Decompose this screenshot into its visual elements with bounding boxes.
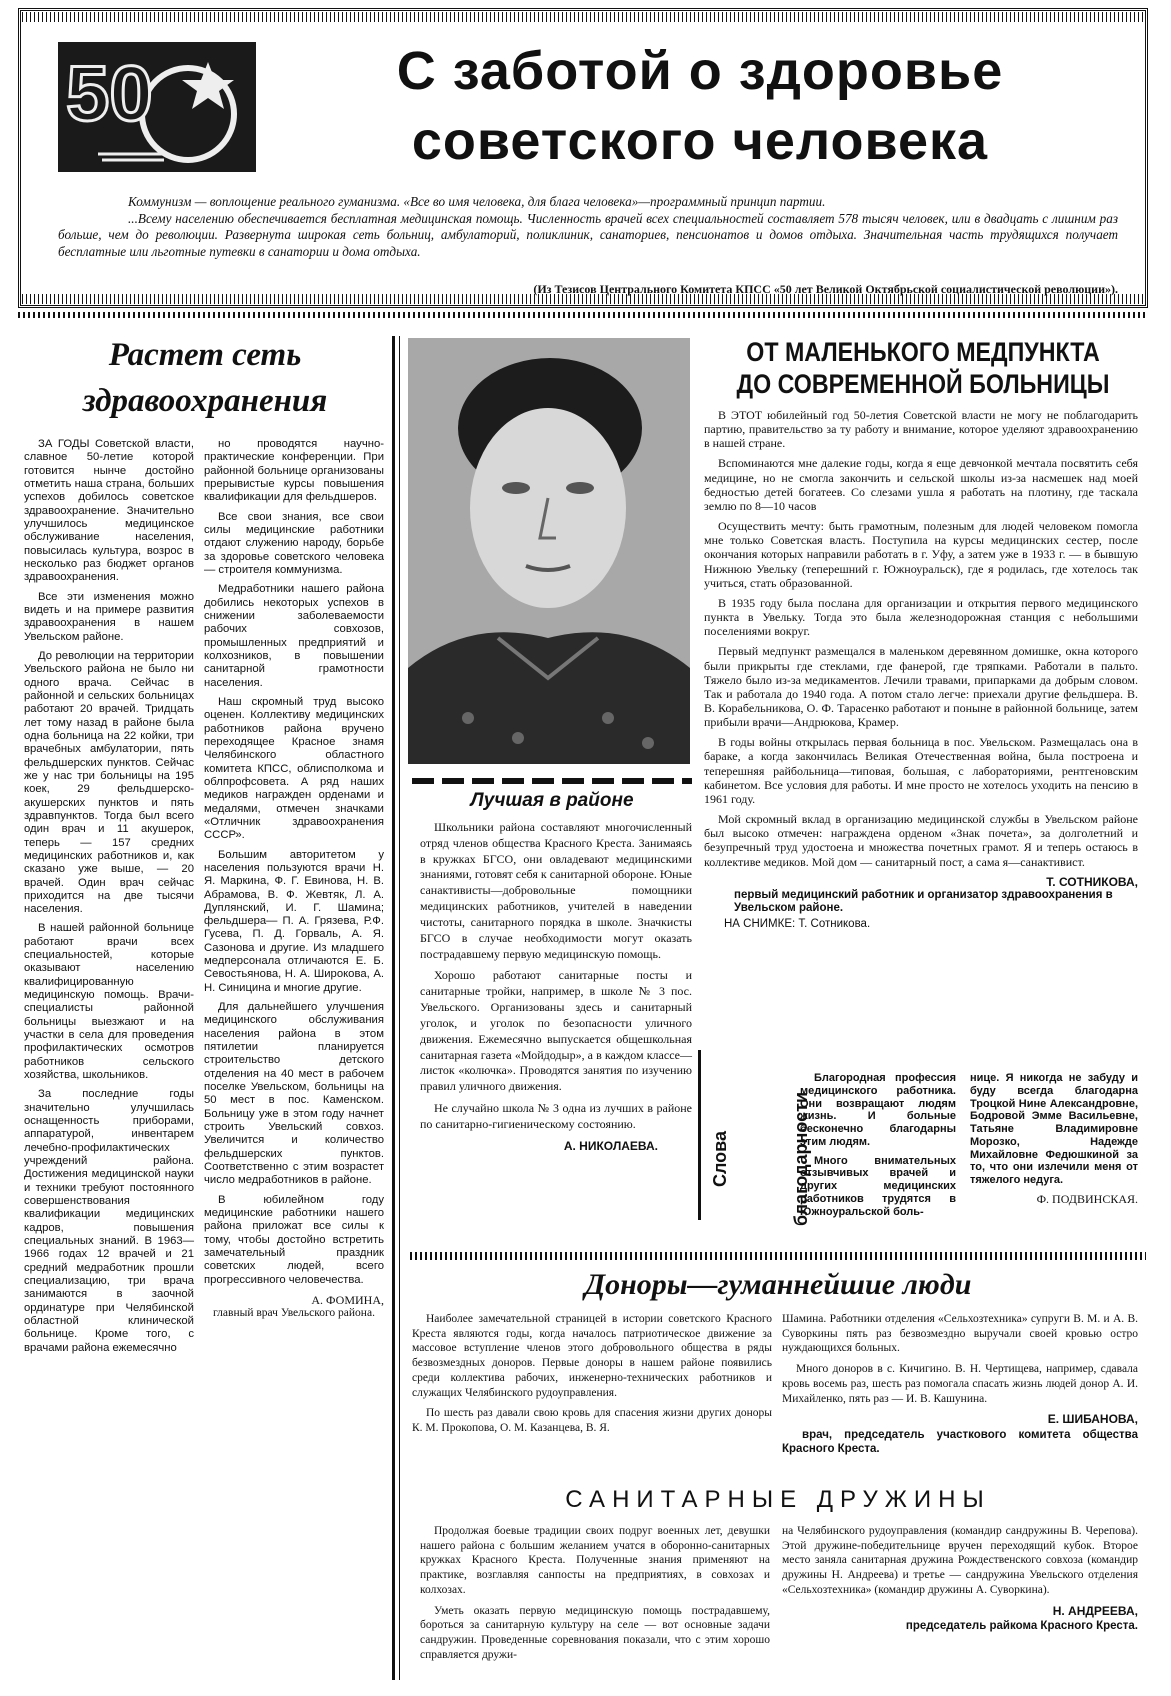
article-squads-col2 bbox=[782, 1524, 1138, 1634]
article-medpunkt-title bbox=[731, 336, 1115, 400]
paragraph: ЗА ГОДЫ Советской власти, славное 50-летие которой готовится нынче достойно отметить наша страна, больших успехов добилось советское здравоохранение. Значительно улучшилось медицинское обслуживание населения, повысилась культура, возрос в несколько раз бюджет органов здравоохранения. bbox=[24, 438, 194, 584]
column-rule bbox=[399, 336, 400, 1680]
article-network-title bbox=[20, 332, 390, 424]
paragraph: Медработники нашего района добились некоторых успехов в снижении заболеваемости рабочих совхозов, промышленных предприятий и колхозников, в повышении санитарной грамотности населения. bbox=[204, 583, 384, 689]
page-title-line2: советского человека bbox=[411, 111, 989, 171]
article-squads-signature: Н. АНДРЕЕВА, bbox=[1052, 1603, 1138, 1618]
portrait-photo bbox=[408, 338, 690, 764]
photo-caption: НА СНИМКЕ: Т. Сотникова. bbox=[724, 917, 871, 930]
paragraph: Осуществить мечту: быть грамотным, полезным для людей человеком помогла мне только Советская власть. Поступила на курсы медицинских сестер, после окончания которых направили работать в г. Уфу, а затем уже в 1933 г. — в бывшую Нижнюю Увельку (теперешний г. Южноуральск), где я родилась, где хотелось так учиться, стать образованной. bbox=[704, 519, 1138, 590]
paragraph: Большим авторитетом у населения пользуются врачи Н. Я. Маркина, Ф. Г. Евинова, Н. В. Абрамова, В. Ф. Жевтяк, Л. А. Дуплянский, И. Г. Шамина; фельдшера— П. А. Грязева, Р.Ф. Гусева, П. Д. Горваль, А. Я. Сазонова и другие. Из младшего медперсонала отличаются Е. Б. Севостьянова, Н. А. Широкова, А. Н. Синицина и многие другие. bbox=[204, 848, 384, 994]
page-title bbox=[270, 36, 1130, 176]
article-thanks-col1 bbox=[800, 1072, 956, 1224]
paragraph: Хорошо работают санитарные посты и санитарные тройки, например, в школе № 3 пос. Увельского. Организованы здесь и санитарный уголок, и уголок по безопасности уличного движения. Ежемесячно выпускается общешкольная санитарная газета «Мойдодыр», а в каждом классе—листок «колючка». Проводятся занятия по изучению правил уличного движения. bbox=[420, 968, 692, 1094]
paragraph: Первый медпункт размещался в маленьком деревянном домишке, окна которого были прикрыты где стеклами, где фанерой, где тряпками. Работали в пальто. Тяжело было из-за медикаментов. Лечили травами, припарками да добрым словом. Так и работала до 1940 года. А потом стало легче: приехали другие фельдшера. В. В. Корабельникова, О. Ф. Тарасенко работают и поныне в районной больнице, затем прибыли врачи—Андрюкова, Крамер. bbox=[704, 644, 1138, 730]
article-medpunkt-signature-role: первый медицинский работник и организатор здравоохранения в Увельском районе. bbox=[734, 888, 1113, 915]
article-thanks-title-line1: Слова bbox=[710, 1130, 731, 1188]
paragraph: Мой скромный вклад в организацию медицинской службы в Увельском районе был высоко отмечен: награждена орденом «Знак почета», за долголетний и безупречный труд удостоена и множества почетных грамот. Я и теперь остаюсь в коллективе медиков. Мой дом — санитарный пост, а сама я—санактивист. bbox=[704, 812, 1138, 869]
article-donors-col1 bbox=[412, 1312, 772, 1442]
paragraph: на Челябинского рудоуправления (командир сандружины В. Черепова). Этой дружине-победительнице вручен переходящий кубок. Второе место заняла санитарная дружина Рождественского совхоза (командир дружины Н. Андреева) и третье — сандружина Увельского отделения «Сельхозтехника» (командир дружины А. Суворкина). bbox=[782, 1525, 1138, 1596]
section-separator bbox=[410, 1252, 1146, 1260]
article-donors-title: Доноры—гуманнейшие люди bbox=[584, 1268, 972, 1301]
article-network-title-line1: Растет сеть bbox=[108, 337, 302, 373]
article-donors-signature-role: врач, председатель участкового комитета общества Красного Креста. bbox=[782, 1428, 1138, 1456]
paragraph: В ЭТОТ юбилейный год 50-летия Советской власти не могу не поблагодарить партию, правительство за ту работу и внимание, которое уделяют здравоохранению в нашей стране. bbox=[704, 408, 1138, 451]
paragraph: По шесть раз давали свою кровь для спасения жизни других доноры К. М. Прокопова, О. М. Казанцева, В. Я. bbox=[412, 1407, 772, 1435]
article-thanks-title-line2: благодарности bbox=[791, 1091, 812, 1227]
article-squads-signature-role: председатель райкома Красного Креста. bbox=[905, 1619, 1138, 1632]
paragraph: Много внимательных отзывчивых врачей и других медицинских работников трудятся в Южноуральской боль- bbox=[800, 1154, 956, 1218]
paragraph: В юбилейном году медицинские работники нашего района приложат все силы к тому, чтобы достойно встретить замечательный праздник советских людей, всего прогрессивного человечества. bbox=[204, 1193, 384, 1286]
article-medpunkt-title-line2: ДО СОВРЕМЕННОЙ БОЛЬНИЦЫ bbox=[736, 369, 1110, 399]
paragraph: До революции на территории Увельского района не было ни одного врача. Сейчас в районной и сельских больницах работают 20 врачей. Тридцать лет тому назад в районе была одна больница на 22 койки, три врачебных амбулатории, пять фельдшерских пунктов. Сейчас же у нас три больницы на 195 коек, 29 фельдшерско-акушерских пунктов и пять здравпунктов. Тогда был всего один врач и 11 акушерок, теперь — 157 средних медицинских работников и, как сказано уже выше, — 20 врачей. Один врач сейчас приходится на две тысячи населения. bbox=[24, 649, 194, 916]
article-best-signature: А. НИКОЛАЕВА. bbox=[563, 1138, 658, 1153]
epigraph-p1: Коммунизм — воплощение реального гуманизма. «Все во имя человека, для блага человека»—программный принцип партии. bbox=[128, 194, 826, 209]
paragraph: Много доноров в с. Кичигино. В. Н. Чертищева, например, сдавала кровь восемь раз, шесть раз помогала спасать жизнь людей донор А. И. Михайленко, пять раз — И. В. Кашунина. bbox=[782, 1363, 1138, 1405]
paragraph: Уметь оказать первую медицинскую помощь пострадавшему, бороться за санитарную культуру на селе — вот основные задачи сандружин. Проведенные соревнования показали, что с этим хорошо справляется дружи- bbox=[420, 1604, 770, 1661]
paragraph: В нашей районной больнице работают врачи всех специальностей, которые оказывают населению квалифицированную медицинскую помощь. Врачи-специалисты районной больницы выезжают и на участки в села для проведения профилактических осмотров работников сельского хозяйства, школьников. bbox=[24, 922, 194, 1082]
article-network-col2 bbox=[204, 438, 384, 1321]
article-thanks-title bbox=[710, 1091, 812, 1227]
column-rule bbox=[392, 336, 395, 1680]
article-donors-signature: Е. ШИБАНОВА, bbox=[1047, 1412, 1138, 1427]
epigraph-source: (Из Тезисов Центрального Комитета КПСС «50 лет Великой Октябрьской социалистической революции»). bbox=[533, 282, 1118, 296]
article-squads-title: САНИТАРНЫЕ ДРУЖИНЫ bbox=[565, 1486, 991, 1513]
paragraph: Вспоминаются мне далекие годы, когда я еще девчонкой мечтала посвятить себя медицине, но не смогла закончить и сельской школы из-за насмешек над моей бедностью детей богатеев. Со слезами ушла я работать на плотину, где таскала землю по 8—10 часов bbox=[704, 456, 1138, 513]
portrait-image bbox=[408, 338, 690, 764]
article-squads-col1 bbox=[420, 1524, 770, 1668]
article-medpunkt-title-line1: ОТ МАЛЕНЬКОГО МЕДПУНКТА bbox=[746, 337, 1100, 367]
header-separator bbox=[18, 312, 1148, 318]
paragraph: нице. Я никогда не забуду и буду всегда благодарна Троцкой Нине Александровне, Бодровой Эмме Васильевне, Татьяне Владимировне Морозко, Надежде Михайловне Федюшкиной за то, что они излечили меня от тяжелого недуга. bbox=[970, 1072, 1138, 1186]
column-rule bbox=[698, 1050, 701, 1220]
article-thanks-signature: Ф. ПОДВИНСКАЯ. bbox=[1036, 1191, 1138, 1206]
paragraph: Школьники района составляют многочисленный отряд членов общества Красного Креста. Занимаясь в кружках БГСО, они овладевают медицинскими знаниями, готовят себя к санитарной обороне. Юные санактивисты—добровольные помощники медицинских работников, учителей в наведении чистоты, санитарного порядка в школе. Значкисты БГСО в случае необходимости могут оказать пострадавшему первую медицинскую помощь. bbox=[420, 820, 692, 961]
header-top-ornament bbox=[22, 12, 1144, 22]
paragraph: В годы войны открылась первая больница в пос. Увельском. Размещалась она в бараке, а когда закончилась Великая Отечественная война, была построена и теперешняя райбольница—типовая, большая, с лабораториями, рентгеновским кабинетом. Все условия для работы. И мне просто не хотелось уходить на пенсию в 1961 году. bbox=[704, 735, 1138, 806]
paragraph: Для дальнейшего улучшения медицинского обслуживания населения района в этом пятилетии планируется строительство детского отделения на 40 мест в рабочем поселке Увельском, больницы на 50 мест в пос. Каменском. Больницу уже в этом году начнет строить Увельский совхоз. Увеличится и количество фельдшерских пунктов. Соответственно с этим возрастет число медработников в районе. bbox=[204, 1001, 384, 1187]
article-medpunkt-signature: Т. СОТНИКОВА, bbox=[1046, 874, 1138, 889]
epigraph-p2: ...Всему населению обеспечивается бесплатная медицинская помощь. Численность врачей всех специальностей составляет 578 тысяч человек, или в двадцать с лишним раз больше, чем до революции. Развернута широкая сеть больниц, амбулаторий, поликлиник, санаториев, пенсионатов и домов отдыха. Значительная часть трудящихся получает бесплатные или льготные путевки в санатории и дома отдыха. bbox=[58, 210, 1118, 259]
paragraph: Благородная профессия медицинского работника. Они возвращают людям жизнь. И больные бесконечно благодарны этим людям. bbox=[800, 1072, 956, 1148]
article-thanks-col2 bbox=[970, 1072, 1138, 1207]
paragraph: Все эти изменения можно видеть и на примере развития здравоохранения в нашем Увельском районе. bbox=[24, 590, 194, 643]
page-title-line1: С заботой о здоровье bbox=[396, 41, 1004, 101]
article-network-col1 bbox=[24, 438, 194, 1361]
paragraph: Все свои знания, все свои силы медицинские работники отдают служению народу, борьбе за здоровье советского человека — строителя коммунизма. bbox=[204, 510, 384, 576]
paragraph: Не случайно школа № 3 одна из лучших в районе по санитарно-гигиеническому состоянию. bbox=[420, 1101, 692, 1131]
article-donors-col2 bbox=[782, 1312, 1138, 1457]
paragraph: В 1935 году была послана для организации и открытия первого медицинского пункта в Увельку. Тогда это была железнодорожная станция с небольшими поселениями вокруг. bbox=[704, 595, 1138, 639]
paragraph: Наш скромный труд высоко оценен. Коллективу медицинских работников района вручено переходящее Красное знамя Челябинского областного комитета КПСС, облисполкома и облпрофсовета. А ряд наших медиков награжден орденами и медалями, отмечен значками «Отличник здравоохранения СССР». bbox=[204, 695, 384, 842]
article-network-signature: А. ФОМИНА, bbox=[311, 1293, 384, 1308]
paragraph: Шамина. Работники отделения «Сельхозтехника» супруги В. М. и А. В. Суворкины пять раз безвозмездно выручали своей кровью остро нуждающихся больных. bbox=[782, 1313, 1138, 1355]
article-medpunkt-body bbox=[704, 408, 1138, 932]
epigraph bbox=[58, 194, 1118, 260]
article-best-body bbox=[420, 820, 692, 1155]
anniversary-badge bbox=[58, 42, 256, 172]
article-best-title: Лучшая в районе bbox=[470, 790, 634, 811]
paragraph: За последние годы значительно улучшилась оснащенность приборами, аппаратурой, инвентарем лечебно-профилактических учреждений района. Достижения медицинской науки и техники требуют постоянного совершенствования квалификации медицинских кадров, повышения специальных знаний. В 1963—1966 годах 12 врачей и 21 средний медработник прошли специализацию, три врача занимаются в заочной ординатуре при Челябинской областной клинической больнице. Кроме того, с врачами района ежемесячно bbox=[24, 1088, 194, 1354]
article-network-signature-role: главный врач Увельского района. bbox=[213, 1307, 375, 1320]
paragraph: Наиболее замечательной страницей в истории советского Красного Креста являются годы, когда началось патриотическое движение за массовое вступление членов этого добровольного общества в ряды безвозмездных доноров. Первые доноры в нашем районе появились среди коллектива рабочих, инженерно-технических работников и служащих Челябинского рудоуправления. bbox=[412, 1313, 772, 1399]
dashed-rule bbox=[412, 778, 692, 784]
paragraph: но проводятся научно-практические конференции. При районной больнице организованы прерывистые курсы повышения квалификации для фельдшеров. bbox=[204, 438, 384, 504]
article-network-title-line2: здравоохранения bbox=[82, 383, 328, 419]
paragraph: Продолжая боевые традиции своих подруг военных лет, девушки нашего района с большим желанием учатся в оборонно-санитарных кружках Красного Креста. Полученные знания применяют на практике, возглавляя санпосты на предприятиях, в совхозах и колхозах. bbox=[420, 1525, 770, 1596]
badge-number: 50 bbox=[66, 49, 153, 137]
